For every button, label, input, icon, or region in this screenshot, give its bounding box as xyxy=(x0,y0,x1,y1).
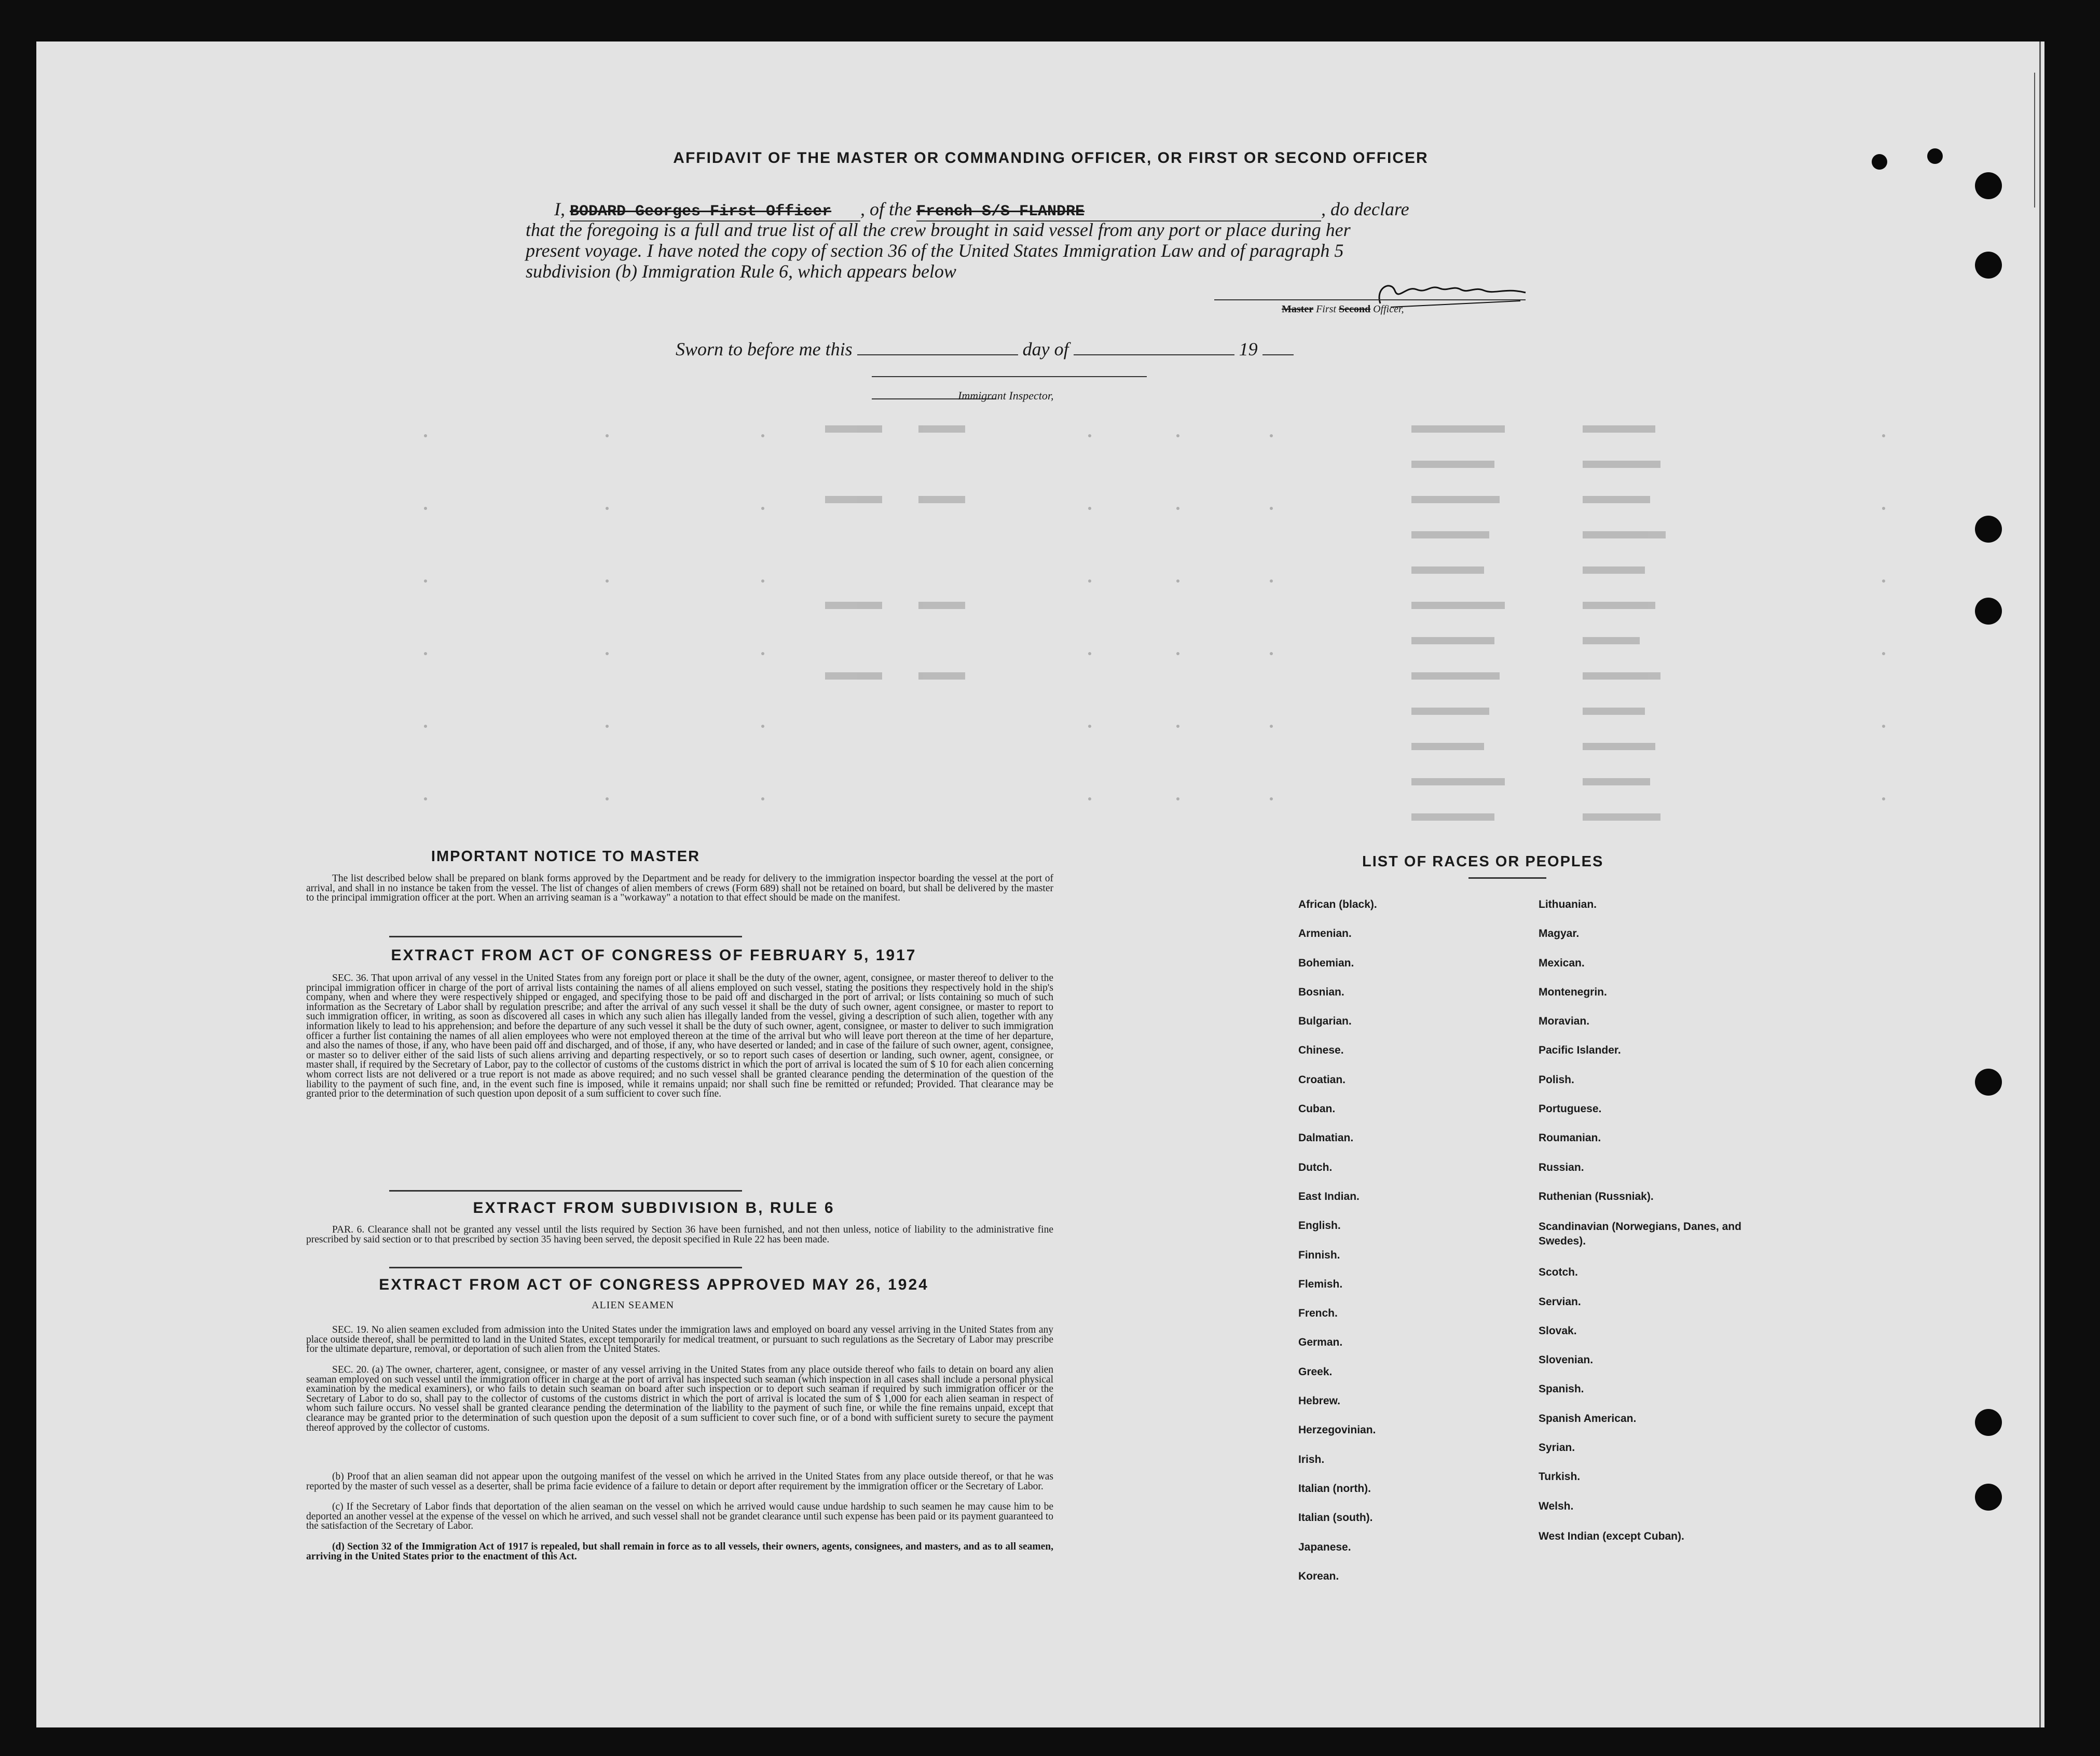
race-item: Italian (south). xyxy=(1298,1512,1373,1524)
punch-hole xyxy=(1975,1069,2002,1096)
sworn-prefix: Sworn to before me this xyxy=(676,339,853,360)
signature-caption xyxy=(1282,303,1404,315)
alien-seamen-subtitle: ALIEN SEAMEN xyxy=(592,1299,675,1311)
divider xyxy=(389,1190,742,1192)
extract-1924-sec20b: (b) Proof that an alien seaman did not appear upon the outgoing manifest of the vessel on which he arrived in the United States from any place outside thereof, or that he was reported by the master of such vessel as a deserter, shall be prima facie evidence of a failure to detain or deport after requirement by the immigration officer or the Secretary of Labor. xyxy=(306,1471,1053,1492)
race-item: Korean. xyxy=(1298,1570,1339,1582)
races-title: LIST OF RACES OR PEOPLES xyxy=(1362,853,1604,870)
sworn-month-blank xyxy=(1074,354,1234,355)
race-item: Scandinavian (Norwegians, Danes, and Swedes). xyxy=(1539,1221,1741,1248)
extract-1924-sec19: SEC. 19. No alien seamen excluded from admission into the United States under the immigration laws and employed on board any vessel arriving in the United States from any place outside thereof, shall be permitted to land in the United States, except temporarily for medical treatment, or pursuant to such regulations as the Secretary of Labor may prescribe for the ultimate departure, removal, or deportation of such alien from the United States. xyxy=(306,1324,1053,1355)
race-item: Moravian. xyxy=(1539,1015,1590,1028)
race-item: Lithuanian. xyxy=(1539,898,1597,910)
race-item: Italian (north). xyxy=(1298,1482,1371,1495)
inspector-label: Immigrant Inspector, xyxy=(958,389,1054,402)
race-item: Bulgarian. xyxy=(1298,1015,1352,1028)
sworn-year: 19 xyxy=(1239,339,1258,360)
affidavit-prefix: I, xyxy=(554,199,565,219)
race-item: Spanish. xyxy=(1539,1383,1584,1395)
race-item: Welsh. xyxy=(1539,1500,1574,1512)
document-page xyxy=(36,42,2044,1727)
struck-second: Second xyxy=(1338,303,1371,315)
race-item: Servian. xyxy=(1539,1295,1581,1308)
extract-rule6-title: EXTRACT FROM SUBDIVISION B, RULE 6 xyxy=(473,1199,835,1216)
race-item: Dutch. xyxy=(1298,1161,1333,1173)
affidavit-line-3: present voyage. I have noted the copy of section 36 of the United States Immigration Law and of paragraph 5 xyxy=(526,240,1344,261)
race-item: Dalmatian. xyxy=(1298,1132,1354,1144)
race-item: Bosnian. xyxy=(1298,986,1344,998)
declare-label: , do declare xyxy=(1321,199,1409,219)
affidavit-line-4: subdivision (b) Immigration Rule 6, which appears below xyxy=(526,261,956,282)
race-item: Cuban. xyxy=(1298,1103,1336,1115)
race-item: West Indian (except Cuban). xyxy=(1539,1530,1684,1542)
race-item: East Indian. xyxy=(1298,1190,1360,1202)
sworn-day-label: day of xyxy=(1022,339,1069,360)
race-item: English. xyxy=(1298,1220,1341,1232)
race-item: Irish. xyxy=(1298,1453,1325,1465)
race-item: Spanish American. xyxy=(1539,1412,1637,1425)
race-item: Flemish. xyxy=(1298,1278,1343,1290)
race-item: Japanese. xyxy=(1298,1541,1351,1553)
punch-hole xyxy=(1975,1409,2002,1436)
extract-1917-body: SEC. 36. That upon arrival of any vessel in the United States from any foreign port or place it shall be the duty of the owner, agent, consignee, or master thereof to deliver to the principal immigration officer in charge of the port of arrival lists containing the names of all aliens employed on such vessel, stating the positions they respectively hold in the ship's company, when and where they were respectively shipped or engaged, and specifying those to be paid off and discharged in the port of arrival; or lists containing so much of such information as the Secretary of Labor shall by regulation prescribe; and after the arrival of any such vessel it shall be the duty of such owner, agent consignee, or master to report to such immigration officer, in writing, as soon as discovered all cases in which any such alien has illegally landed from the vessel, giving a description of such alien, together with any information likely to lead to his apprehension; and before the departure of any such vessel it shall be the duty of such owner, agent, consignee, or master to deliver to such immigration officer a further list containing the names of all alien employees who were not employed thereon at the time of the arrival but who will leave port thereon at the time of her departure, and also the names of those, if any, who have been paid off and discharged, and of those, if any, who have deserted or landed; and in case of the failure of such owner, agent, consignee, or master so to deliver either of the said lists of such aliens arriving and departing respectively, or so to report such cases of desertion or landing, such owner, agent, consignee, or master shall, if required by the Secretary of Labor, pay to the collector of customs of the customs district in which the port of arrival is located the sum of $ 10 for each alien concerning whom correct lists are not delivered or a true report is not made as above required; and no such vessel shall be granted clearance pending the determination of the question of the liability to the payment of such fine, and, in the event such fine is imposed, while it remains unpaid; nor shall such fine be remitted or refunded; Provided. That clearance may be granted prior to the determination of such question upon deposit of a sum sufficient to cover such fine. xyxy=(306,973,1053,1100)
race-item: Croatian. xyxy=(1298,1073,1346,1086)
vessel-name: French S/S FLANDRE xyxy=(916,203,1321,222)
extract-1924-sec20a: SEC. 20. (a) The owner, charterer, agent, consignee, or master of any vessel arriving in the United States from any place outside thereof who fails to detain on board any alien seaman employed on such vessel until the immigration officer in charge at the port of arrival has inspected such seaman (which inspection in all cases shall include a personal physical examination by the medical examiners), or who fails to detain such seaman on board after such inspection or to deport such seaman if required by such immigration officer or the Secretary of Labor to do so, shall pay to the collector of customs of the customs district in which the port of arrival is located the sum of $ 1,000 for each alien seaman in respect of whom such failure occurs. No vessel shall be granted clearance pending the determination of the liability to the payment of such fine, or while the fine remains unpaid, except that clearance may be granted prior to the determination of such question upon the deposit of a sum sufficient to cover such fine, or of a bond with sufficient surety to secure the payment thereof approved by the collector of customs. xyxy=(306,1364,1053,1433)
race-item: Armenian. xyxy=(1298,928,1352,940)
race-item: Slovenian. xyxy=(1539,1354,1594,1366)
race-item: Roumanian. xyxy=(1539,1132,1601,1144)
race-item: Greek. xyxy=(1298,1365,1333,1378)
extract-1924-sec20c: (c) If the Secretary of Labor finds that deportation of the alien seaman on the vessel on which he arrived would cause undue hardship to such seamen he may cause him to be deported an another vessel at the expense of the vessel on which he arrived, and such vessel shall not be grandet clearance until such expense has been paid or its payment guaranteed to the satisfaction of the Secretary of Labor. xyxy=(306,1501,1053,1532)
divider xyxy=(389,1267,742,1268)
race-item: Syrian. xyxy=(1539,1442,1575,1454)
sworn-line xyxy=(676,338,1294,360)
races-title-underline xyxy=(1468,877,1546,879)
race-item: Russian. xyxy=(1539,1161,1584,1173)
struck-master: Master xyxy=(1282,303,1314,315)
signature-line xyxy=(1214,299,1526,300)
bleed-through-marks xyxy=(36,42,2044,923)
race-item: Turkish. xyxy=(1539,1471,1581,1483)
affidavit-line-2: that the foregoing is a full and true list of all the crew brought in said vessel from any port or place during her xyxy=(526,219,1351,240)
race-item: Polish. xyxy=(1539,1073,1574,1086)
race-item: Scotch. xyxy=(1539,1266,1578,1279)
first-label: First xyxy=(1316,303,1336,315)
race-item: Pacific Islander. xyxy=(1539,1044,1621,1057)
extract-rule6-body: PAR. 6. Clearance shall not be granted any vessel until the lists required by Section 36 have been furnished, and not then unless, notice of liability to the administrative fine prescribed by said section or to that prescribed by section 35 having been served, the deposit specified in Rule 22 has been made. xyxy=(306,1224,1053,1245)
race-item: French. xyxy=(1298,1307,1338,1320)
race-item: Magyar. xyxy=(1539,928,1580,940)
race-item: German. xyxy=(1298,1336,1343,1349)
punch-hole xyxy=(1975,1484,2002,1511)
extract-1924-title: EXTRACT FROM ACT OF CONGRESS APPROVED MAY 26, 1924 xyxy=(379,1276,929,1293)
affidavit-title: AFFIDAVIT OF THE MASTER OR COMMANDING OFFICER, OR FIRST OR SECOND OFFICER xyxy=(673,149,1429,167)
divider xyxy=(389,936,742,937)
notice-title: IMPORTANT NOTICE TO MASTER xyxy=(431,848,701,865)
race-item: Bohemian. xyxy=(1298,957,1354,969)
race-item: Montenegrin. xyxy=(1539,986,1607,998)
race-item: Ruthenian (Russniak). xyxy=(1539,1190,1654,1202)
sworn-year-blank xyxy=(1262,354,1294,355)
officer-name: BODARD Georges First Officer xyxy=(570,203,860,222)
extract-1924-sec20d: (d) Section 32 of the Immigration Act of 1917 is repealed, but shall remain in force as to all vessels, their owners, agents, consignees, and masters, and as to all seamen, arriving in the United States prior to the enactment of this Act. xyxy=(306,1541,1053,1562)
race-item: Herzegovinian. xyxy=(1298,1424,1376,1436)
race-item: Portuguese. xyxy=(1539,1103,1602,1115)
races-column-1 xyxy=(1298,898,1495,1599)
race-item: Hebrew. xyxy=(1298,1395,1340,1407)
race-item: Mexican. xyxy=(1539,957,1585,969)
race-item: African (black). xyxy=(1298,898,1377,910)
affidavit-line-1 xyxy=(554,198,1409,222)
of-the-label: , of the xyxy=(860,199,912,219)
race-item: Slovak. xyxy=(1539,1324,1577,1337)
race-item: Chinese. xyxy=(1298,1044,1344,1057)
race-item: Finnish. xyxy=(1298,1249,1340,1261)
extract-1917-title: EXTRACT FROM ACT OF CONGRESS OF FEBRUARY 5, 1917 xyxy=(391,947,917,964)
inspector-top-line xyxy=(872,376,1147,377)
notice-body: The list described below shall be prepared on blank forms approved by the Department and be ready for delivery to the immigration inspector boarding the vessel at the port of arrival, and shall in no instance be taken from the vessel. The list of changes of alien members of crews (Form 689) shall not be retained on board, but shall be delivered by the master to the principal immigration officer at the port. When an arriving seaman is a "workaway" a notation to that effect should be made on the manifest. xyxy=(306,873,1053,904)
officer-label: Officer, xyxy=(1373,303,1404,315)
races-column-2 xyxy=(1539,898,1756,1576)
sworn-day-blank xyxy=(857,354,1018,355)
